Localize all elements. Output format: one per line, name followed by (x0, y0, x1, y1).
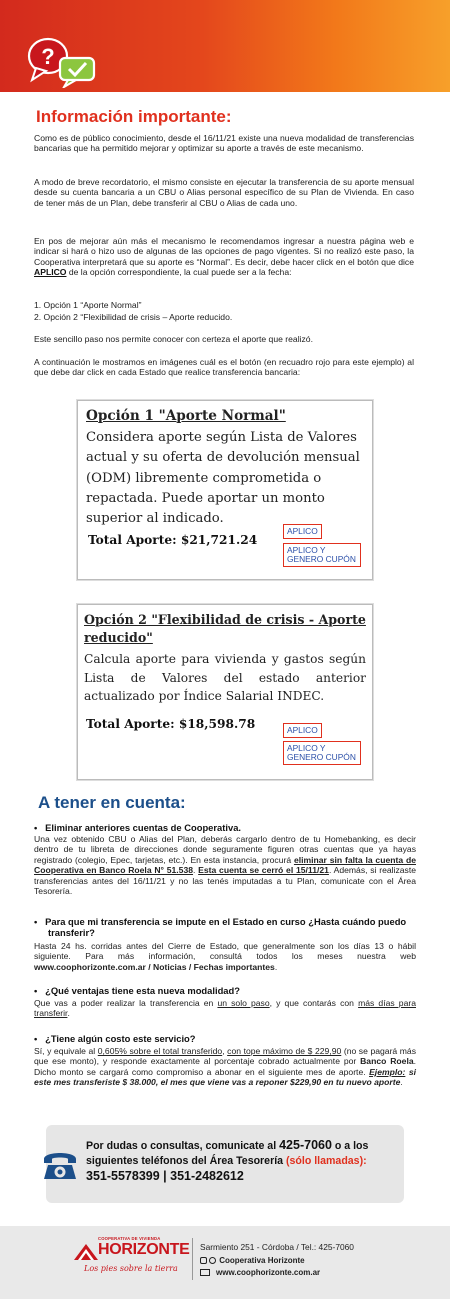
option-1-total: Total Aporte: $21,721.24 (88, 533, 258, 547)
option-2-aplico-button[interactable]: APLICO (283, 723, 322, 738)
option-2-description: Calcula aporte para vivienda y gastos según Lista de Valores del estado anterior actualizado por Índice Salarial INDEC. (84, 652, 366, 703)
aplico-keyword: APLICO (34, 267, 67, 278)
option-1-title: Opción 1 "Aporte Normal" (86, 408, 286, 424)
bullet-heading-3: • ¿Qué ventajas tiene esta nueva modalidad? (34, 985, 240, 996)
footer-web[interactable]: www.coophorizonte.com.ar (200, 1268, 320, 1277)
tener-title: A tener en cuenta: (38, 793, 186, 812)
web-link[interactable]: www.coophorizonte.com.ar / Noticias / Fechas importantes (34, 961, 275, 972)
option-2-total: Total Aporte: $18,598.78 (86, 717, 256, 731)
option-1-aplico-cupon-button[interactable]: APLICO Y GENERO CUPÓN (283, 543, 361, 567)
option-2-title: Opción 2 "Flexibilidad de crisis - Aporte reducido" (84, 612, 366, 645)
footer-address: Sarmiento 251 - Córdoba / Tel.: 425-7060 (200, 1242, 354, 1252)
option-1-aplico-button[interactable]: APLICO (283, 524, 322, 539)
svg-text:?: ? (41, 44, 55, 69)
option-list-item-2: 2. Opción 2 “Flexibilidad de crisis – Aporte reducido. (34, 312, 233, 322)
main-phone[interactable]: 425-7060 (279, 1138, 332, 1152)
bullet-text-3: Que vas a poder realizar la transferencia en un solo paso, y que contarás con más días para transferir. (34, 998, 416, 1019)
bullet-text-4: Sí, y equivale al 0,605% sobre el total transferido, con tope máximo de $ 229,90 (no se pagará más que ese monto), y responde exactamente al porcentaje cobrado actualmente por Banco Roela. Dicho monto se cargará como compromiso a abonar en el siguiente mes de aporte. Ejemplo: si este mes transferiste $ 38.000, el mes que viene vas a reponer $229,90 en tu nuevo aporte. (34, 1046, 417, 1088)
bullet-text-1: Una vez obtenido CBU o Alias del Plan, deberás cargarlo dentro de tu Homebanking, es decir dentro de tu libreta de direcciones donde seguramente figuren otras cuentas que ya hayas registrado (colegio, Epec, tarjetas, etc.). En esta instancia, procurá eliminar sin falta la cuenta de Cooperativa en Banco Roela N° 51.538. Esta cuenta se cerró el 15/11/21. Además, si realizaste transferencias antes del 16/11/21 y no las tenés imputadas a tu Plan, comunicate con el Área Tesorería. (34, 834, 416, 897)
instagram-icon (200, 1257, 207, 1264)
footer-divider (192, 1238, 193, 1280)
bullet-heading-1: • Eliminar anteriores cuentas de Cooperativa. (34, 822, 242, 833)
option-2-aplico-cupon-button[interactable]: APLICO Y GENERO CUPÓN (283, 741, 361, 765)
option-2-content (84, 611, 366, 706)
facebook-icon (209, 1257, 216, 1264)
logo-slogan: Los pies sobre la tierra (84, 1264, 178, 1273)
bullet-heading-2: • Para que mi transferencia se impute en el Estado en curso ¿Hasta cuándo puedo transferir? (34, 916, 407, 938)
telephone-icon (40, 1145, 80, 1185)
option-1-content (86, 407, 366, 529)
info-title: Información importante: (36, 107, 232, 126)
bullet-heading-4: • ¿Tiene algún costo este servicio? (34, 1033, 196, 1044)
contact-text: Por dudas o consultas, comunicate al 425-7060 o a los siguientes teléfonos del Área Tesorería (sólo llamadas): 351-5578399 | 351-2482612 (86, 1138, 369, 1183)
option-list-item-1: 1. Opción 1 “Aporte Normal” (34, 300, 142, 310)
logo-name: HORIZONTE (98, 1241, 190, 1258)
bullet-text-2: Hasta 24 hs. corridas antes del Cierre de Estado, que generalmente son los días 13 o hábil siguiente. Para más información, consultá todos los meses nuestra web www.coophorizonte.com.ar / Noticias / Fechas importantes. (34, 941, 416, 972)
info-paragraph-2: A modo de breve recordatorio, el mismo consiste en ejecutar la transferencia de su aporte mensual desde su cuenta bancaria a un CBU o Alias personal específico de su Plan de Vivienda. En caso de tener más de un Plan, debe transferir al CBU o Alias de cada uno. (34, 177, 414, 208)
option-1-description: Considera aporte según Lista de Valores actual y su oferta de devolución mensual (ODM) libremente comprometida o repactada. Puede aportar un monto superior al indicado. (86, 430, 360, 527)
info-paragraph-4: Este sencillo paso nos permite conocer con certeza el aporte que realizó. (34, 334, 313, 344)
question-chat-icon (24, 36, 98, 88)
logo-coop-text: COOPERATIVA DE VIVIENDA (98, 1236, 161, 1241)
web-icon (200, 1269, 210, 1276)
treasury-phones[interactable]: 351-5578399 | 351-2482612 (86, 1169, 244, 1183)
info-paragraph-1: Como es de público conocimiento, desde el 16/11/21 existe una nueva modalidad de transferencias bancarias que ha permitido mejorar y optimizar su aporte a través de este mecanismo. (34, 133, 414, 154)
info-paragraph-3: En pos de mejorar aún más el mecanismo le recomendamos ingresar a nuestra página web e indicar si hará o hizo uso de algunas de las opciones de pago vigentes. Si no realizó este paso, la Cooperativa interpretará que su aporte es “Normal”. Es decir, debe hacer click en el botón que dice APLICO de la opción correspondiente, la cual puede ser a la fecha: (34, 236, 414, 278)
info-paragraph-5: A continuación le mostramos en imágenes cuál es el botón (en recuadro rojo para este ejemplo) al que debe dar click en cada Estado que realice transferencia bancaria: (34, 357, 414, 378)
footer-social[interactable]: Cooperativa Horizonte (200, 1256, 305, 1265)
